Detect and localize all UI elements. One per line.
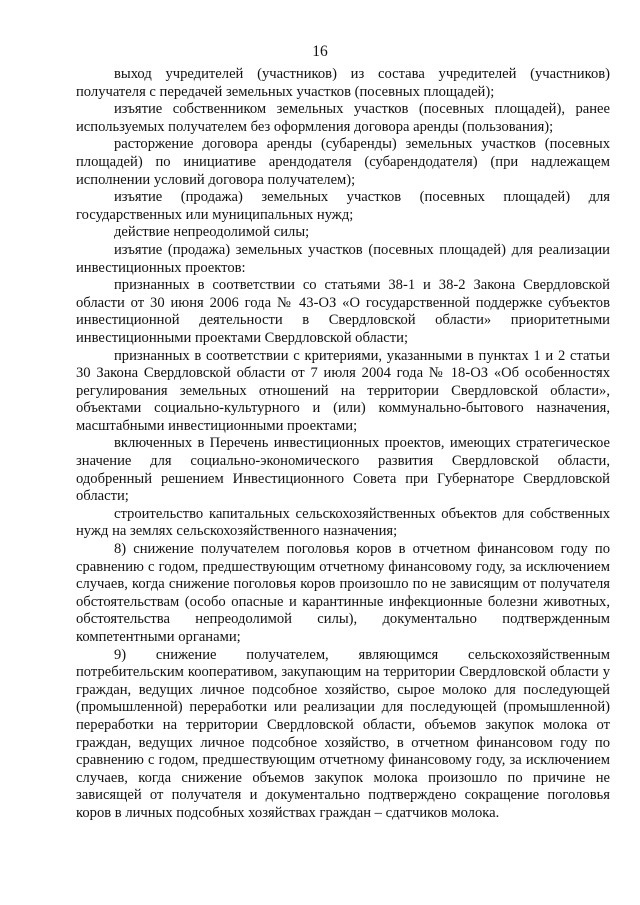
paragraph: включенных в Перечень инвестиционных проектов, имеющих стратегическое значение для социально-экономического развития Свердловской области, одобренный решением Инвестиционного Совета при Губернаторе Свердловской области; xyxy=(76,435,610,505)
paragraph: признанных в соответствии с критериями, указанными в пунктах 1 и 2 статьи 30 Закона Свердловской области от 7 июля 2004 года № 18-ОЗ «Об особенностях регулирования земельных отношений на территории Свердловской области», объектами социально-культурного и (или) коммунально-бытового назначения, масштабными инвестиционными проектами; xyxy=(76,347,610,434)
document-body xyxy=(76,66,610,823)
paragraph: расторжение договора аренды (субаренды) земельных участков (посевных площадей) по инициативе арендодателя (субарендодателя) (при надлежащем исполнении условий договора получателем); xyxy=(76,136,610,188)
paragraph: изъятие (продажа) земельных участков (посевных площадей) для реализации инвестиционных проектов: xyxy=(76,241,610,276)
paragraph: 9) снижение получателем, являющимся сельскохозяйственным потребительским кооперативом, закупающим на территории Свердловской области у граждан, ведущих личное подсобное хозяйство, сырое молоко для последующей (промышленной) переработки или реализации для последующей (промышленной) переработки на территории Свердловской области, объемов закупок молока от граждан, ведущих личное подсобное хозяйство, в отчетном финансовом году по сравнению с годом, предшествующим отчетному финансовому году, за исключением случаев, когда снижение объемов закупок молока произошло по причине не зависящей от получателя и документально подтверждено сокращение поголовья коров в личных подсобных хозяйствах граждан – сдатчиков молока. xyxy=(76,646,610,821)
paragraph: 8) снижение получателем поголовья коров в отчетном финансовом году по сравнению с годом, предшествующим отчетному финансовому году, за исключением случаев, когда снижение поголовья коров произошло по не зависящим от получателя обстоятельствам (особо опасные и карантинные инфекционные болезни животных, обстоятельства непреодолимой силы), документально подтвержденным компетентными органами; xyxy=(76,541,610,645)
paragraph: признанных в соответствии со статьями 38-1 и 38-2 Закона Свердловской области от 30 июня 2006 года № 43-ОЗ «О государственной поддержке субъектов инвестиционной деятельности в Свердловской области» приоритетными инвестиционными проектами Свердловской области; xyxy=(76,277,610,346)
page-number: 16 xyxy=(312,43,328,60)
paragraph: выход учредителей (участников) из состава учредителей (участников) получателя с передачей земельных участков (посевных площадей); xyxy=(76,66,610,100)
paragraph: изъятие (продажа) земельных участков (посевных площадей) для государственных или муниципальных нужд; xyxy=(76,189,610,223)
paragraph: действие непреодолимой силы; xyxy=(114,224,310,241)
paragraph: строительство капитальных сельскохозяйственных объектов для собственных нужд на землях сельскохозяйственного назначения; xyxy=(76,505,610,540)
paragraph: изъятие собственником земельных участков (посевных площадей), ранее используемых получателем без оформления договора аренды (пользования); xyxy=(76,101,610,135)
